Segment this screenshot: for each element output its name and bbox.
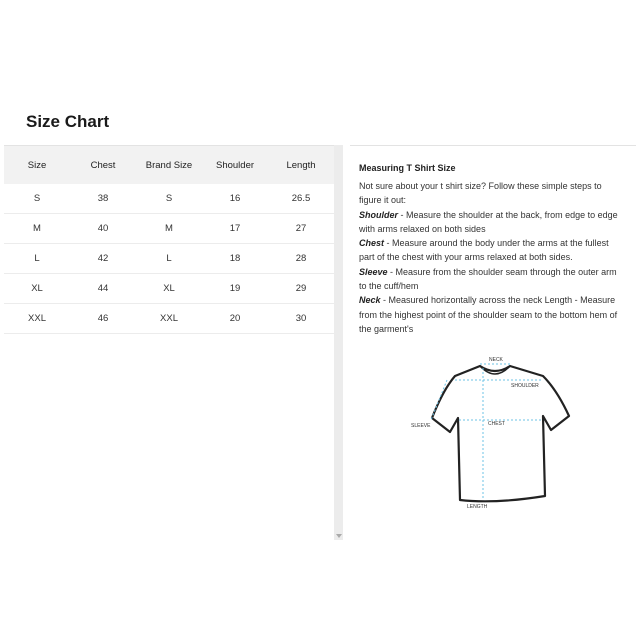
guide-term: Chest [359, 238, 385, 249]
cell-brand-size: S [136, 184, 202, 214]
cell-shoulder: 19 [202, 274, 268, 304]
table-row [4, 214, 334, 244]
cell-chest: 44 [70, 274, 136, 304]
cell-shoulder: 16 [202, 184, 268, 214]
cell-size: S [4, 184, 70, 214]
cell-size: XL [4, 274, 70, 304]
guide-text: - Measure from the shoulder seam through the outer arm to the cuff/hem [359, 266, 617, 292]
tshirt-outline-icon [432, 366, 569, 501]
guide-term: Neck [359, 295, 381, 306]
guide-text: - Measured horizontally across the neck Length - Measure from the highest point of the shoulder seam to the bottom hem of the garment's [359, 295, 618, 334]
cell-size: M [4, 214, 70, 244]
header-chest: Chest [90, 159, 116, 171]
cell-size: L [4, 244, 70, 274]
cell-length: 27 [268, 214, 334, 244]
cell-brand-size: XL [136, 274, 202, 304]
page-title: Size Chart [26, 112, 110, 131]
tshirt-measurement-diagram [405, 350, 580, 515]
header-shoulder: Shoulder [215, 159, 255, 171]
cell-length: 30 [268, 304, 334, 334]
guide-intro: Not sure about your t shirt size? Follow these simple steps to figure it out: [359, 181, 602, 206]
guide-item-shoulder [359, 208, 621, 237]
table-row [4, 244, 334, 274]
scroll-down-arrow-icon[interactable] [336, 534, 342, 538]
header-brand-size: Brand Size [145, 159, 193, 171]
label-neck: NECK [489, 357, 503, 363]
cell-chest: 42 [70, 244, 136, 274]
cell-brand-size: XXL [136, 304, 202, 334]
cell-shoulder: 20 [202, 304, 268, 334]
header-length: Length [286, 159, 316, 171]
cell-chest: 38 [70, 184, 136, 214]
label-shoulder: SHOULDER [511, 383, 539, 389]
cell-shoulder: 17 [202, 214, 268, 244]
guide-term: Shoulder [359, 209, 399, 220]
label-chest: CHEST [488, 421, 505, 427]
guide-item-neck [359, 293, 621, 336]
table-row [4, 304, 334, 334]
guide-title: Measuring T Shirt Size [359, 163, 456, 173]
table-header-row [4, 146, 334, 184]
table-row [4, 274, 334, 304]
cell-length: 29 [268, 274, 334, 304]
cell-length: 28 [268, 244, 334, 274]
cell-shoulder: 18 [202, 244, 268, 274]
guide-item-chest [359, 236, 621, 265]
cell-size: XXL [4, 304, 70, 334]
cell-brand-size: L [136, 244, 202, 274]
guide-item-sleeve [359, 265, 621, 294]
table-scrollbar[interactable] [334, 145, 343, 540]
guide-text: - Measure around the body under the arms at the fullest part of the chest with your arms relaxed at both sides. [359, 238, 609, 263]
guide-text: - Measure the shoulder at the back, from edge to edge with arms relaxed on both sides [359, 209, 618, 234]
size-table-panel [4, 145, 334, 541]
label-sleeve: SLEEVE [411, 423, 431, 429]
label-length: LENGTH [467, 504, 488, 510]
cell-brand-size: M [136, 214, 202, 244]
cell-length: 26.5 [268, 184, 334, 214]
table-row [4, 184, 334, 214]
size-table [4, 146, 334, 334]
cell-chest: 40 [70, 214, 136, 244]
header-size: Size [27, 159, 47, 171]
guide-term: Sleeve [359, 266, 388, 277]
cell-chest: 46 [70, 304, 136, 334]
